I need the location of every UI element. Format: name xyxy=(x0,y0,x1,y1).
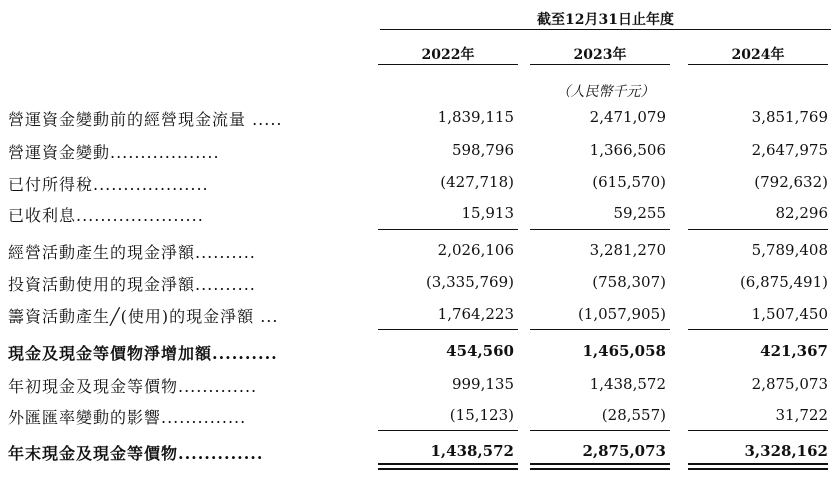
row-value-2024: 82,296 xyxy=(775,204,828,222)
row-value-2022: (3,335,769) xyxy=(425,273,514,291)
year-divider-2024 xyxy=(688,64,828,65)
row-value-2024: 1,507,450 xyxy=(751,305,828,323)
row-value-2022: 1,764,223 xyxy=(437,305,514,323)
row-label-interest-received: 已收利息..................... xyxy=(8,206,204,225)
row-value-2023: (758,307) xyxy=(592,273,666,291)
total-rule-2023 xyxy=(530,329,670,330)
row-value-2023: 1,366,506 xyxy=(589,141,666,159)
double-underline-2022 xyxy=(378,463,518,470)
double-underline-2023 xyxy=(530,463,670,470)
row-value-2024: 5,789,408 xyxy=(751,241,828,259)
row-value-2022: 598,796 xyxy=(451,141,514,159)
row-label-operating-cf-before-wc: 營運資金變動前的經營現金流量 ..... xyxy=(8,110,283,129)
row-value-2023: (1,057,905) xyxy=(577,305,666,323)
row-label-income-tax-paid: 已付所得稅................... xyxy=(8,175,209,194)
row-value-2023: 2,471,079 xyxy=(589,108,666,126)
unit-label: （人民幣千元） xyxy=(556,84,655,100)
row-value-2022: (427,718) xyxy=(440,173,514,191)
row-label-net-cash-financing: 籌資活動產生╱(使用)的現金淨額 ... xyxy=(8,307,279,326)
row-label-net-cash-operating: 經營活動產生的現金淨額.......... xyxy=(8,243,256,262)
row-value-2024: 421,367 xyxy=(760,342,828,360)
final-rule-2023 xyxy=(530,430,670,431)
year-divider-2023 xyxy=(530,64,670,65)
subtotal-rule-2023 xyxy=(530,229,670,230)
row-value-2022: 2,026,106 xyxy=(437,241,514,259)
total-rule-2024 xyxy=(688,329,828,330)
row-label-cash-ending: 年末現金及現金等價物............. xyxy=(8,444,264,463)
double-underline-2024 xyxy=(688,463,828,470)
year-divider-2022 xyxy=(378,64,518,65)
row-value-2022: 999,135 xyxy=(451,375,514,393)
row-label-cash-beginning: 年初現金及現金等價物............. xyxy=(8,377,258,396)
row-label-fx-effect: 外匯匯率變動的影響.............. xyxy=(8,408,247,427)
year-header-2023: 2023年 xyxy=(573,47,627,63)
year-header-2024: 2024年 xyxy=(731,47,785,63)
final-rule-2024 xyxy=(688,430,828,431)
period-header: 截至12月31日止年度 xyxy=(537,12,674,28)
row-value-2022: (15,123) xyxy=(449,406,514,424)
row-value-2023: 2,875,073 xyxy=(582,442,666,460)
row-value-2023: 59,255 xyxy=(613,204,666,222)
row-value-2024: 3,851,769 xyxy=(751,108,828,126)
row-value-2023: (615,570) xyxy=(592,173,666,191)
row-value-2022: 454,560 xyxy=(446,342,514,360)
row-value-2022: 1,438,572 xyxy=(430,442,514,460)
row-value-2023: 3,281,270 xyxy=(589,241,666,259)
row-value-2024: 31,722 xyxy=(775,406,828,424)
row-value-2024: 2,647,975 xyxy=(751,141,828,159)
row-value-2023: 1,465,058 xyxy=(582,342,666,360)
subtotal-rule-2024 xyxy=(688,229,828,230)
row-value-2023: 1,438,572 xyxy=(589,375,666,393)
row-value-2024: 2,875,073 xyxy=(751,375,828,393)
row-value-2024: (6,875,491) xyxy=(739,273,828,291)
row-label-working-capital-change: 營運資金變動.................. xyxy=(8,143,220,162)
period-divider xyxy=(380,29,831,30)
row-label-net-cash-investing: 投資活動使用的現金淨額.......... xyxy=(8,275,256,294)
row-value-2024: 3,328,162 xyxy=(744,442,828,460)
total-rule-2022 xyxy=(378,329,518,330)
row-value-2022: 1,839,115 xyxy=(437,108,514,126)
row-value-2022: 15,913 xyxy=(461,204,514,222)
row-value-2023: (28,557) xyxy=(601,406,666,424)
year-header-2022: 2022年 xyxy=(421,47,475,63)
row-value-2024: (792,632) xyxy=(754,173,828,191)
subtotal-rule-2022 xyxy=(378,229,518,230)
row-label-net-increase-cash: 現金及現金等價物淨增加額.......... xyxy=(8,344,278,363)
final-rule-2022 xyxy=(378,430,518,431)
